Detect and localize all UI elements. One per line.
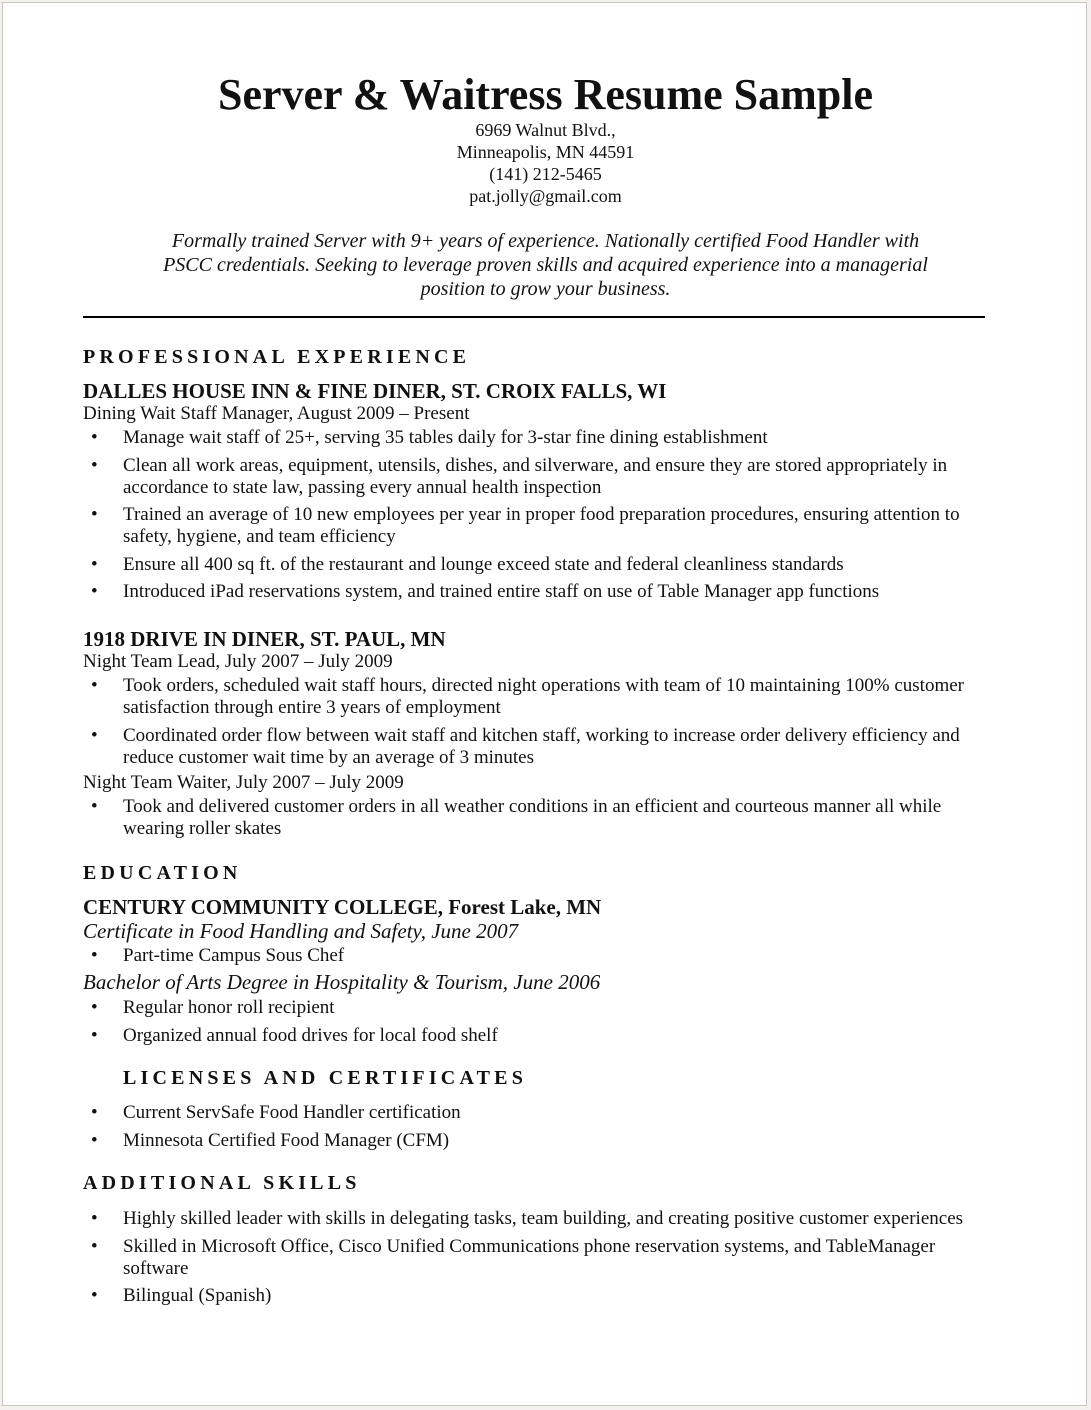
job2-role-2: Night Team Waiter, July 2007 – July 2009 [83, 772, 404, 793]
list-item: • Bilingual (Spanish) [83, 1285, 1003, 1307]
job2-bullet-list-1 [83, 675, 1003, 774]
list-item: • Took orders, scheduled wait staff hours, directed night operations with team of 10 maintaining 100% customer satisfaction through entire 3 years of employment [83, 675, 1003, 719]
education-heading: EDUCATION [83, 862, 242, 884]
licenses-heading: LICENSES AND CERTIFICATES [123, 1067, 528, 1089]
header-divider [83, 316, 985, 318]
contact-block [3, 119, 1088, 207]
list-item: • Organized annual food drives for local food shelf [83, 1025, 1003, 1047]
degree-2-bullet-list [83, 997, 1003, 1052]
skills-heading: ADDITIONAL SKILLS [83, 1172, 361, 1194]
job1-employer: DALLES HOUSE INN & FINE DINER, ST. CROIX FALLS, WI [83, 379, 667, 403]
list-item: • Minnesota Certified Food Manager (CFM) [83, 1130, 1003, 1152]
list-item: • Ensure all 400 sq ft. of the restaurant and lounge exceed state and federal cleanliness standards [83, 554, 1003, 576]
resume-page [2, 2, 1087, 1406]
job1-role: Dining Wait Staff Manager, August 2009 – Present [83, 403, 470, 424]
job2-role-1: Night Team Lead, July 2007 – July 2009 [83, 651, 393, 672]
list-item: • Manage wait staff of 25+, serving 35 tables daily for 3-star fine dining establishment [83, 427, 1003, 449]
list-item: • Part-time Campus Sous Chef [83, 945, 1003, 967]
email-address: pat.jolly@gmail.com [469, 186, 622, 206]
summary-line-1: Formally trained Server with 9+ years of experience. Nationally certified Food Handler with [171, 230, 920, 252]
job2-employer: 1918 DRIVE IN DINER, ST. PAUL, MN [83, 627, 446, 651]
school-name: CENTURY COMMUNITY COLLEGE, Forest Lake, MN [83, 895, 602, 919]
job2-bullet-list-2 [83, 796, 1003, 846]
professional-summary [93, 229, 998, 301]
address-line-2: Minneapolis, MN 44591 [456, 142, 635, 162]
resume-title: Server & Waitress Resume Sample [217, 70, 874, 119]
summary-line-3: position to grow your business. [420, 278, 671, 300]
phone-number: (141) 212-5465 [489, 164, 602, 184]
list-item: • Skilled in Microsoft Office, Cisco Unified Communications phone reservation systems, and TableManager software [83, 1236, 1003, 1280]
summary-line-2: PSCC credentials. Seeking to leverage proven skills and acquired experience into a managerial [163, 254, 928, 276]
degree-1-bullet-list [83, 945, 1003, 973]
list-item: • Regular honor roll recipient [83, 997, 1003, 1019]
job1-bullet-list [83, 427, 1003, 609]
degree-1: Certificate in Food Handling and Safety, June 2007 [83, 919, 519, 943]
list-item: • Introduced iPad reservations system, and trained entire staff on use of Table Manager app functions [83, 581, 1003, 603]
list-item: • Current ServSafe Food Handler certification [83, 1102, 1003, 1124]
list-item: • Clean all work areas, equipment, utensils, dishes, and silverware, and ensure they are stored appropriately in accordance to state law, passing every annual health inspection [83, 455, 1003, 499]
licenses-bullet-list [83, 1102, 1003, 1157]
degree-2: Bachelor of Arts Degree in Hospitality & Tourism, June 2006 [83, 970, 601, 994]
address-line-1: 6969 Walnut Blvd., [475, 120, 616, 140]
experience-heading: PROFESSIONAL EXPERIENCE [83, 346, 471, 368]
list-item: • Took and delivered customer orders in all weather conditions in an efficient and courteous manner all while wearing roller skates [83, 796, 1003, 840]
list-item: • Trained an average of 10 new employees per year in proper food preparation procedures, ensuring attention to safety, hygiene, and team efficiency [83, 504, 1003, 548]
list-item: • Coordinated order flow between wait staff and kitchen staff, working to increase order delivery efficiency and reduce customer wait time by an average of 3 minutes [83, 725, 1003, 769]
skills-bullet-list [83, 1208, 1003, 1313]
list-item: • Highly skilled leader with skills in delegating tasks, team building, and creating positive customer experiences [83, 1208, 1003, 1230]
